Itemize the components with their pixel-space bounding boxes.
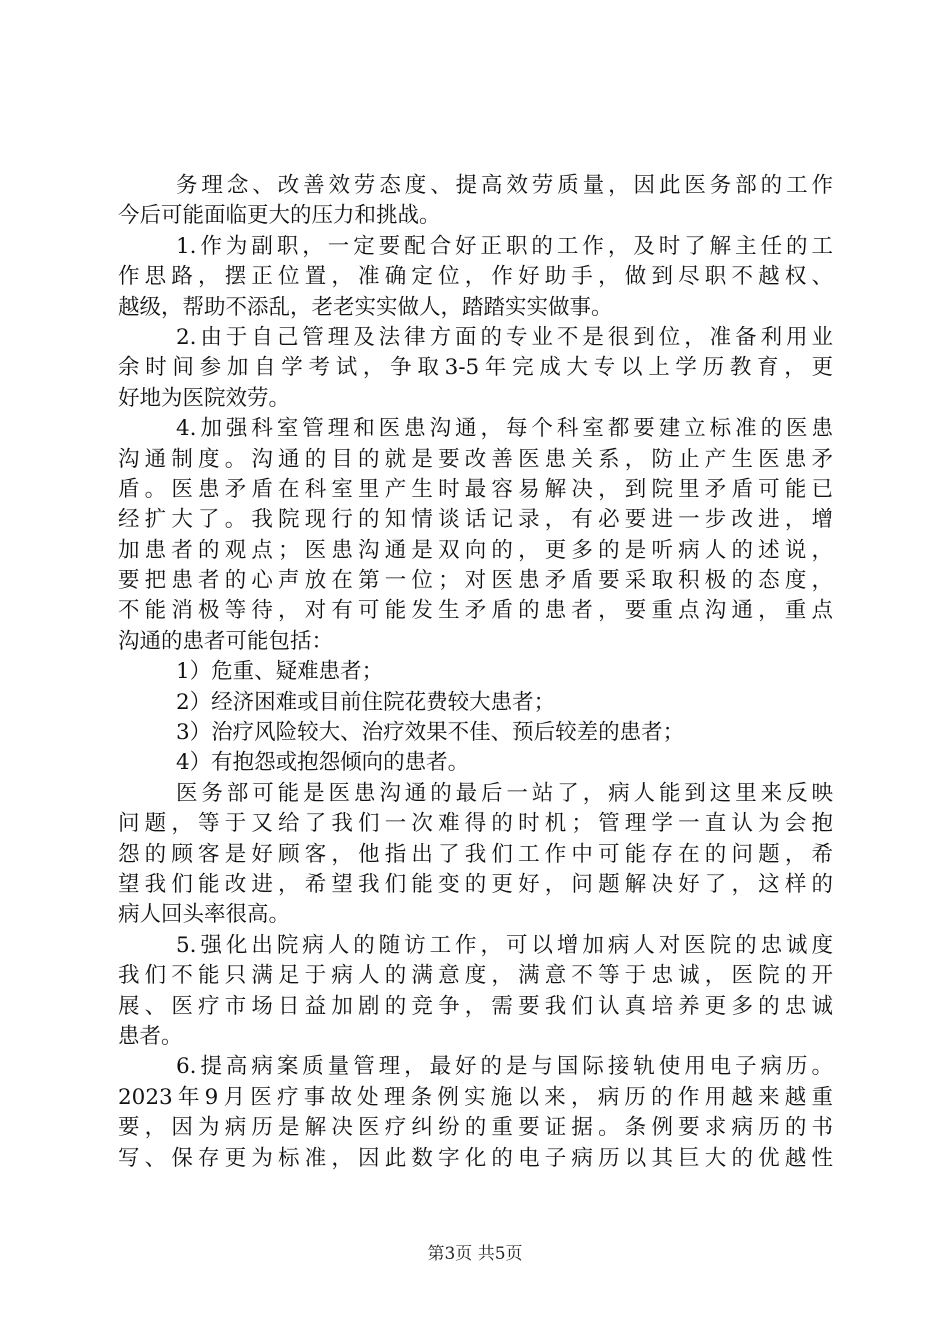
text-line: 2.由于自己管理及法律方面的专业不是很到位，准备利用业: [176, 324, 833, 350]
text-line: 要把患者的心声放在第一位；对医患矛盾要采取积极的态度，: [118, 568, 833, 594]
paragraph: [118, 232, 833, 323]
text-line: 望我们能改进，希望我们能变的更好，问题解决好了，这样的: [118, 871, 833, 897]
text-line: 盾。医患矛盾在科室里产生时最容易解决，到院里矛盾可能已: [118, 476, 833, 502]
paragraph: [118, 414, 833, 657]
text-line: 要，因为病历是解决医疗纠纷的重要证据。条例要求病历的书: [118, 1115, 833, 1141]
paragraph: [118, 931, 833, 1053]
text-line: 5.强化出院病人的随访工作，可以增加病人对医院的忠诚度: [176, 932, 833, 958]
text-line: 3）治疗风险较大、治疗效果不佳、预后较差的患者；: [176, 720, 685, 746]
text-line: 4.加强科室管理和医患沟通，每个科室都要建立标准的医患: [176, 416, 833, 442]
text-line: 1）危重、疑难患者；: [176, 659, 384, 685]
text-line: 今后可能面临更大的压力和挑战。: [118, 203, 441, 229]
paragraph: [118, 688, 833, 718]
text-line: 越级，帮助不添乱，老老实实做人，踏踏实实做事。: [118, 294, 613, 320]
document-body: [118, 171, 833, 1174]
text-line: 我们不能只满足于病人的满意度，满意不等于忠诚，医院的开: [118, 963, 833, 989]
paragraph: [118, 657, 833, 687]
text-line: 病人回头率很高。: [118, 902, 291, 928]
text-line: 不能消极等待，对有可能发生矛盾的患者，要重点沟通，重点: [118, 598, 833, 624]
text-line: 4）有抱怨或抱怨倾向的患者。: [176, 750, 470, 776]
text-line: 展、医疗市场日益加剧的竞争，需要我们认真培养更多的忠诚: [118, 993, 833, 1019]
text-line: 好地为医院效劳。: [118, 385, 291, 411]
page-footer: 第3页 共5页: [427, 1244, 523, 1264]
text-line: 2）经济困难或目前住院花费较大患者；: [176, 689, 556, 715]
paragraph: [118, 718, 833, 748]
text-line: 2023年9月医疗事故处理条例实施以来，病历的作用越来越重: [118, 1084, 833, 1110]
paragraph: [118, 748, 833, 778]
text-line: 加患者的观点；医患沟通是双向的，更多的是听病人的述说，: [118, 537, 833, 563]
text-line: 6.提高病案质量管理，最好的是与国际接轨使用电子病历。: [176, 1054, 833, 1080]
text-line: 沟通的患者可能包括：: [118, 628, 334, 654]
text-line: 务理念、改善效劳态度、提高效劳质量，因此医务部的工作: [176, 173, 833, 198]
text-line: 余时间参加自学考试，争取3-5年完成大专以上学历教育，更: [118, 355, 833, 381]
text-line: 怨的顾客是好顾客，他指出了我们工作中可能存在的问题，希: [118, 841, 833, 867]
text-line: 1.作为副职，一定要配合好正职的工作，及时了解主任的工: [176, 233, 833, 259]
paragraph: [118, 323, 833, 414]
text-line: 沟通制度。沟通的目的就是要改善医患关系，防止产生医患矛: [118, 446, 833, 472]
paragraph: [118, 779, 833, 931]
text-line: 医务部可能是医患沟通的最后一站了，病人能到这里来反映: [176, 780, 833, 806]
text-line: 经扩大了。我院现行的知情谈话记录，有必要进一步改进，增: [118, 507, 833, 533]
text-line: 写、保存更为标准，因此数字化的电子病历以其巨大的优越性: [118, 1145, 833, 1171]
text-line: 患者。: [118, 1023, 183, 1049]
text-line: 作思路，摆正位置，准确定位，作好助手，做到尽职不越权、: [118, 264, 833, 290]
paragraph: [118, 1052, 833, 1174]
text-line: 问题，等于又给了我们一次难得的时机；管理学一直认为会抱: [118, 811, 833, 837]
paragraph: [118, 171, 833, 232]
